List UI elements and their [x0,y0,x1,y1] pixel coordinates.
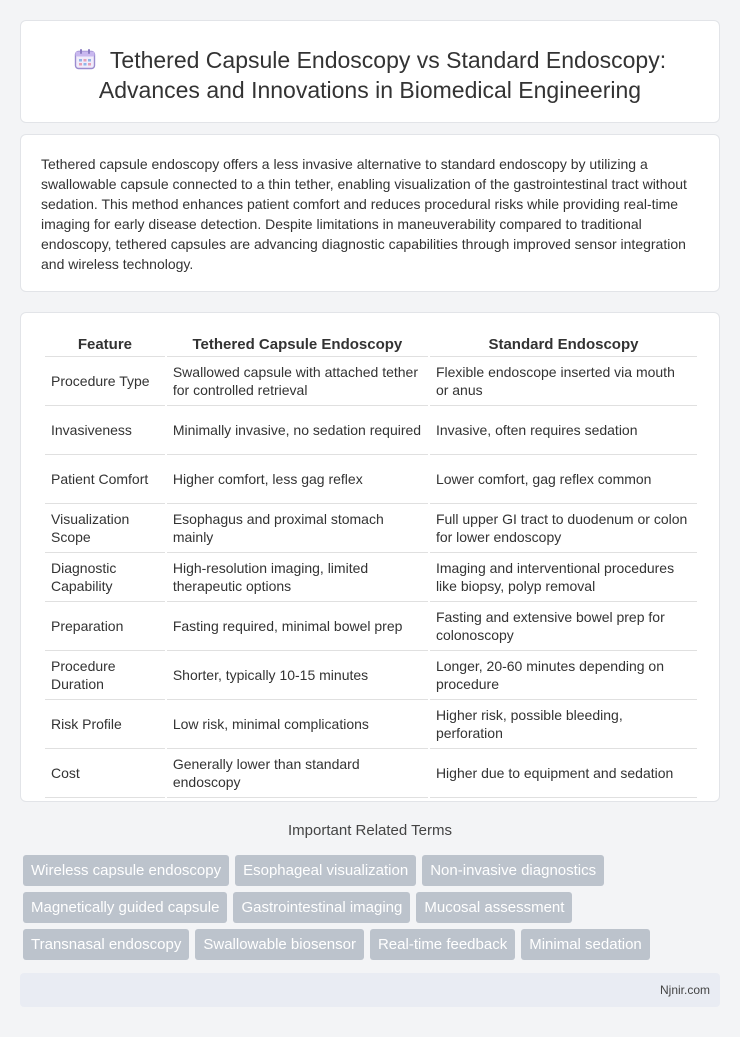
feature-cell: Invasiveness [45,406,165,455]
feature-cell: Risk Profile [45,700,165,749]
calendar-icon [74,48,96,70]
comparison-table [43,333,699,798]
tethered-cell: High-resolution imaging, limited therapeutic options [167,553,428,602]
feature-cell: Procedure Duration [45,651,165,700]
standard-cell: Higher due to equipment and sedation [430,749,697,798]
standard-cell: Fasting and extensive bowel prep for colonoscopy [430,602,697,651]
intro-card [20,134,720,292]
table-row [45,406,697,455]
table-row [45,651,697,700]
standard-cell: Lower comfort, gag reflex common [430,455,697,504]
page-title-text: Tethered Capsule Endoscopy vs Standard Endoscopy: Advances and Innovations in Biomedical Engineering [98,47,667,103]
header-tethered: Tethered Capsule Endoscopy [167,333,428,357]
tethered-cell: Minimally invasive, no sedation required [167,406,428,455]
page-title [21,45,719,105]
footer-site-link[interactable]: Njnir.com [659,983,710,997]
table-row [45,700,697,749]
related-terms-title: Important Related Terms [288,822,452,839]
tethered-cell: Fasting required, minimal bowel prep [167,602,428,651]
related-terms-list [23,855,723,966]
standard-cell: Longer, 20-60 minutes depending on procedure [430,651,697,700]
feature-cell: Cost [45,749,165,798]
table-row [45,455,697,504]
header-standard: Standard Endoscopy [430,333,697,357]
term-tag[interactable]: Non-invasive diagnostics [422,855,604,886]
tethered-cell: Low risk, minimal complications [167,700,428,749]
feature-cell: Preparation [45,602,165,651]
tethered-cell: Esophagus and proximal stomach mainly [167,504,428,553]
table-row [45,602,697,651]
table-row [45,357,697,406]
term-tag[interactable]: Gastrointestinal imaging [233,892,410,923]
standard-cell: Full upper GI tract to duodenum or colon for lower endoscopy [430,504,697,553]
standard-cell: Flexible endoscope inserted via mouth or anus [430,357,697,406]
term-tag[interactable]: Minimal sedation [521,929,650,960]
table-row [45,749,697,798]
feature-cell: Visualization Scope [45,504,165,553]
tethered-cell: Swallowed capsule with attached tether for controlled retrieval [167,357,428,406]
term-tag[interactable]: Real-time feedback [370,929,515,960]
tethered-cell: Generally lower than standard endoscopy [167,749,428,798]
standard-cell: Higher risk, possible bleeding, perforation [430,700,697,749]
standard-cell: Imaging and interventional procedures like biopsy, polyp removal [430,553,697,602]
term-tag[interactable]: Magnetically guided capsule [23,892,227,923]
table-row [45,504,697,553]
standard-cell: Invasive, often requires sedation [430,406,697,455]
term-tag[interactable]: Transnasal endoscopy [23,929,189,960]
tethered-cell: Shorter, typically 10-15 minutes [167,651,428,700]
footer [20,973,720,1007]
feature-cell: Procedure Type [45,357,165,406]
term-tag[interactable]: Swallowable biosensor [195,929,364,960]
comparison-table-card [20,312,720,802]
feature-cell: Diagnostic Capability [45,553,165,602]
header-feature: Feature [45,333,165,357]
tethered-cell: Higher comfort, less gag reflex [167,455,428,504]
term-tag[interactable]: Mucosal assessment [416,892,572,923]
table-header-row [45,333,697,357]
feature-cell: Patient Comfort [45,455,165,504]
intro-paragraph: Tethered capsule endoscopy offers a less invasive alternative to standard endoscopy by utilizing a swallowable capsule connected to a thin tether, enabling visualization of the gastrointestinal tract without sedation. This method enhances patient comfort and reduces procedural risks while providing real-time imaging for early disease detection. Despite limitations in maneuverability compared to traditional endoscopy, tethered capsules are advancing diagnostic capabilities through improved sensor integration and wireless technology. [41,156,687,272]
term-tag[interactable]: Wireless capsule endoscopy [23,855,229,886]
table-row [45,553,697,602]
title-card [20,20,720,123]
term-tag[interactable]: Esophageal visualization [235,855,416,886]
